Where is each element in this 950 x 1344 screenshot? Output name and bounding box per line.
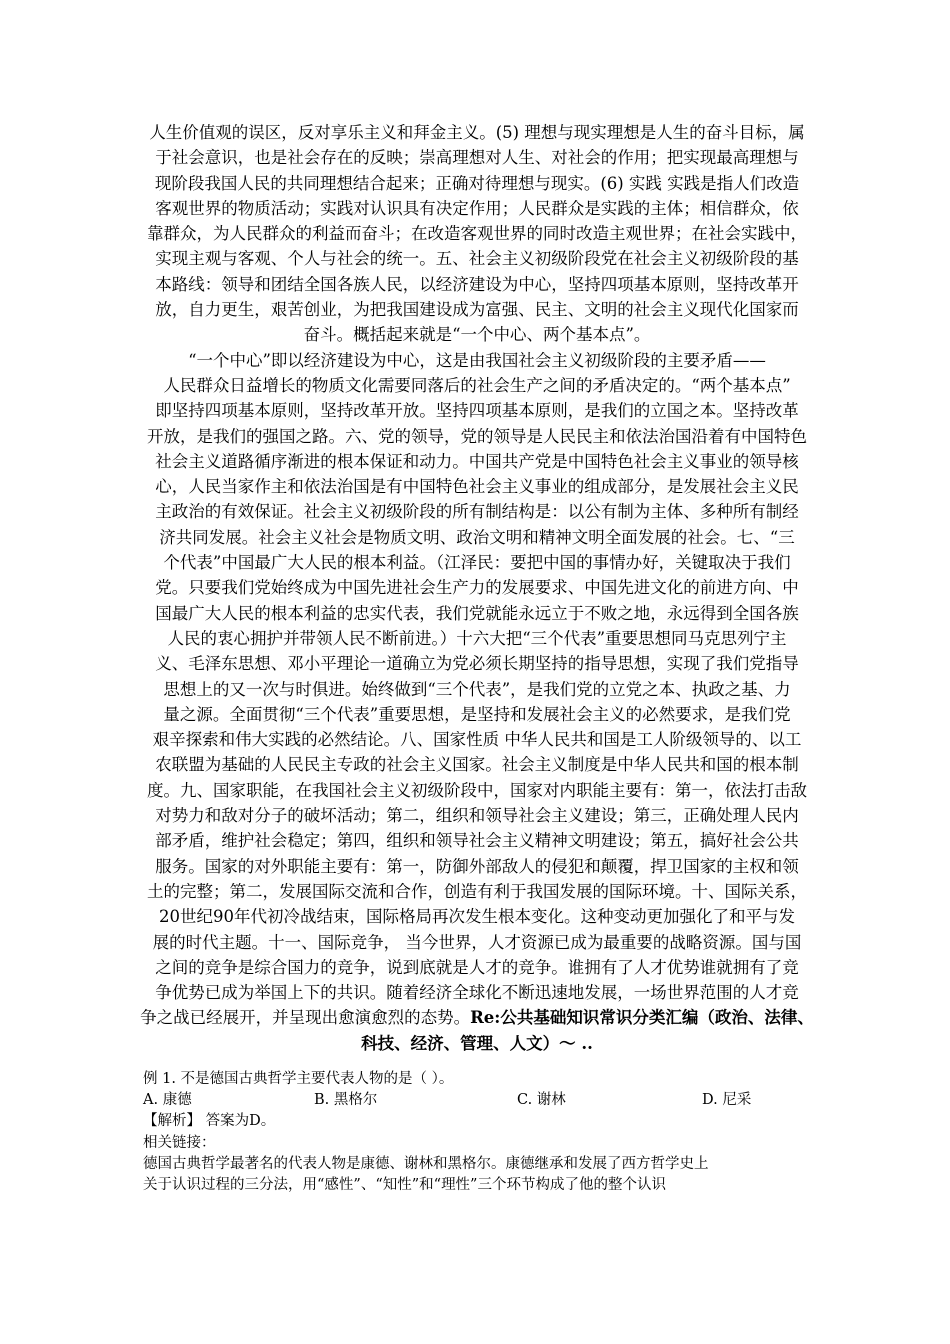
text-line: 客观世界的物质活动；实践对认识具有决定作用；人民群众是实践的主体；相信群众，依 <box>155 198 799 218</box>
text-line: 服务。国家的对外职能主要有：第一，防御外部敌人的侵犯和颠覆，捍卫国家的主权和领 <box>155 856 799 876</box>
option-b: B. 黑格尔 <box>314 1092 378 1109</box>
text-line: 展的时代主题。十一、国际竞争， 当今世界，人才资源已成为最重要的战略资源。国与国 <box>152 932 802 952</box>
heading-segment: Re:公共基础知识常识分类汇编（政治、法律、 <box>470 1008 814 1028</box>
text-line: 主政治的有效保证。社会主义初级阶段的所有制结构是：以公有制为主体、多种所有制经 <box>155 502 799 522</box>
option-d: D. 尼采 <box>702 1092 752 1109</box>
explanation-line: 德国古典哲学最著名的代表人物是康德、谢林和黑格尔。康德继承和发展了西方哲学史上 <box>143 1155 709 1172</box>
text-line: 实现主观与客观、个人与社会的统一。五、社会主义初级阶段党在社会主义初级阶段的基 <box>155 249 799 269</box>
text-segment: 争之战已经展开，并呈现出愈演愈烈的态势。 <box>140 1008 471 1028</box>
text-line: 艰辛探索和伟大实践的必然结论。八、国家性质 中华人民共和国是工人阶级领导的、以工 <box>152 730 802 750</box>
text-line: 奋斗。概括起来就是“一个中心、两个基本点”。 <box>303 325 651 345</box>
text-line: 之间的竞争是综合国力的竞争，说到底就是人才的竞争。谁拥有了人才优势谁就拥有了竞 <box>155 957 799 977</box>
example-section <box>143 1069 815 1196</box>
option-c: C. 谢林 <box>517 1092 566 1109</box>
related-label: 相关链接： <box>143 1134 216 1151</box>
text-line: 对势力和敌对分子的破坏活动；第二，组织和领导社会主义建设；第三，正确处理人民内 <box>155 806 799 826</box>
text-line: 现阶段我国人民的共同理想结合起来；正确对待理想与现实。(6) 实践 实践是指人们改造 <box>154 173 800 193</box>
example-question: 例 1. 不是德国古典哲学主要代表人物的是（ ）。 <box>143 1071 454 1087</box>
text-line: 本路线：领导和团结全国各族人民，以经济建设为中心，坚持四项基本原则，坚持改革开 <box>155 274 799 294</box>
text-line: 个代表”中国最广大人民的根本利益。（江泽民：要把中国的事情办好，关键取决于我们 <box>163 553 791 573</box>
text-line: 于社会意识，也是社会存在的反映；崇高理想对人生、对社会的作用；把实现最高理想与 <box>155 148 799 168</box>
text-line: 放，自力更生，艰苦创业，为把我国建设成为富强、民主、文明的社会主义现代化国家而 <box>155 300 799 320</box>
text-line: 度。九、国家职能，在我国社会主义初级阶段中，国家对内职能主要有：第一，依法打击敌 <box>147 780 807 800</box>
text-line: 土的完整；第二，发展国际交流和合作，创造有利于我国发展的国际环境。十、国际关系， <box>147 881 807 901</box>
text-line: 社会主义道路循序渐进的根本保证和动力。中国共产党是中国特色社会主义事业的领导核 <box>155 451 799 471</box>
main-text-block <box>139 120 815 1056</box>
text-line: 部矛盾，维护社会稳定；第四，组织和领导社会主义精神文明建设；第五，搞好社会公共 <box>155 831 799 851</box>
text-line-mixed <box>139 1005 815 1030</box>
text-line: 即坚持四项基本原则，坚持改革开放。坚持四项基本原则，是我们的立国之本。坚持改革 <box>155 401 799 421</box>
text-line: 党。只要我们党始终成为中国先进社会生产力的发展要求、中国先进文化的前进方向、中 <box>155 578 799 598</box>
text-line: 20世纪90年代初冷战结束，国际格局再次发生根本变化。这种变动更加强化了和平与发 <box>159 907 795 927</box>
text-line: 人民的衷心拥护并带领人民不断前进。）十六大把“三个代表”重要思想同马克思列宁主 <box>167 628 787 648</box>
text-line: 人生价值观的误区，反对享乐主义和拜金主义。(5) 理想与现实理想是人生的奋斗目标，属 <box>149 123 805 142</box>
heading-line: 科技、经济、管理、人文）～ .. <box>361 1033 593 1053</box>
text-line: “一个中心”即以经济建设为中心，这是由我国社会主义初级阶段的主要矛盾—— <box>188 350 766 370</box>
option-a: A. 康德 <box>143 1092 192 1109</box>
text-line: 思想上的又一次与时俱进。始终做到“三个代表”，是我们党的立党之本、执政之基、力 <box>163 679 791 699</box>
text-line: 开放，是我们的强国之路。六、党的领导，党的领导是人民民主和依法治国沿着有中国特色 <box>147 426 807 446</box>
text-line: 靠群众，为人民群众的利益而奋斗；在改造客观世界的同时改造主观世界；在社会实践中， <box>147 224 807 244</box>
text-line: 心，人民当家作主和依法治国是有中国特色社会主义事业的组成部分，是发展社会主义民 <box>155 477 799 497</box>
text-line: 义、毛泽东思想、邓小平理论一道确立为党必须长期坚持的指导思想，实现了我们党指导 <box>155 654 799 674</box>
text-line: 国最广大人民的根本利益的忠实代表，我们党就能永远立于不败之地，永远得到全国各族 <box>155 603 799 623</box>
analysis-line: 【解析】 答案为D。 <box>143 1113 276 1130</box>
text-line: 量之源。全面贯彻“三个代表”重要思想，是坚持和发展社会主义的必然要求，是我们党 <box>163 704 791 724</box>
text-line: 争优势已成为举国上下的共识。随着经济全球化不断迅速地发展，一场世界范围的人才竞 <box>155 983 799 1003</box>
text-line: 济共同发展。社会主义社会是物质文明、政治文明和精神文明全面发展的社会。七、“三 <box>159 527 795 547</box>
text-line: 农联盟为基础的人民民主专政的社会主义国家。社会主义制度是中华人民共和国的根本制 <box>155 755 799 775</box>
text-line: 人民群众日益增长的物质文化需要同落后的社会生产之间的矛盾决定的。“两个基本点” <box>163 375 791 395</box>
explanation-line: 关于认识过程的三分法，用“感性”、“知性”和“理性”三个环节构成了他的整个认识 <box>143 1177 666 1194</box>
answer-options <box>143 1090 815 1111</box>
